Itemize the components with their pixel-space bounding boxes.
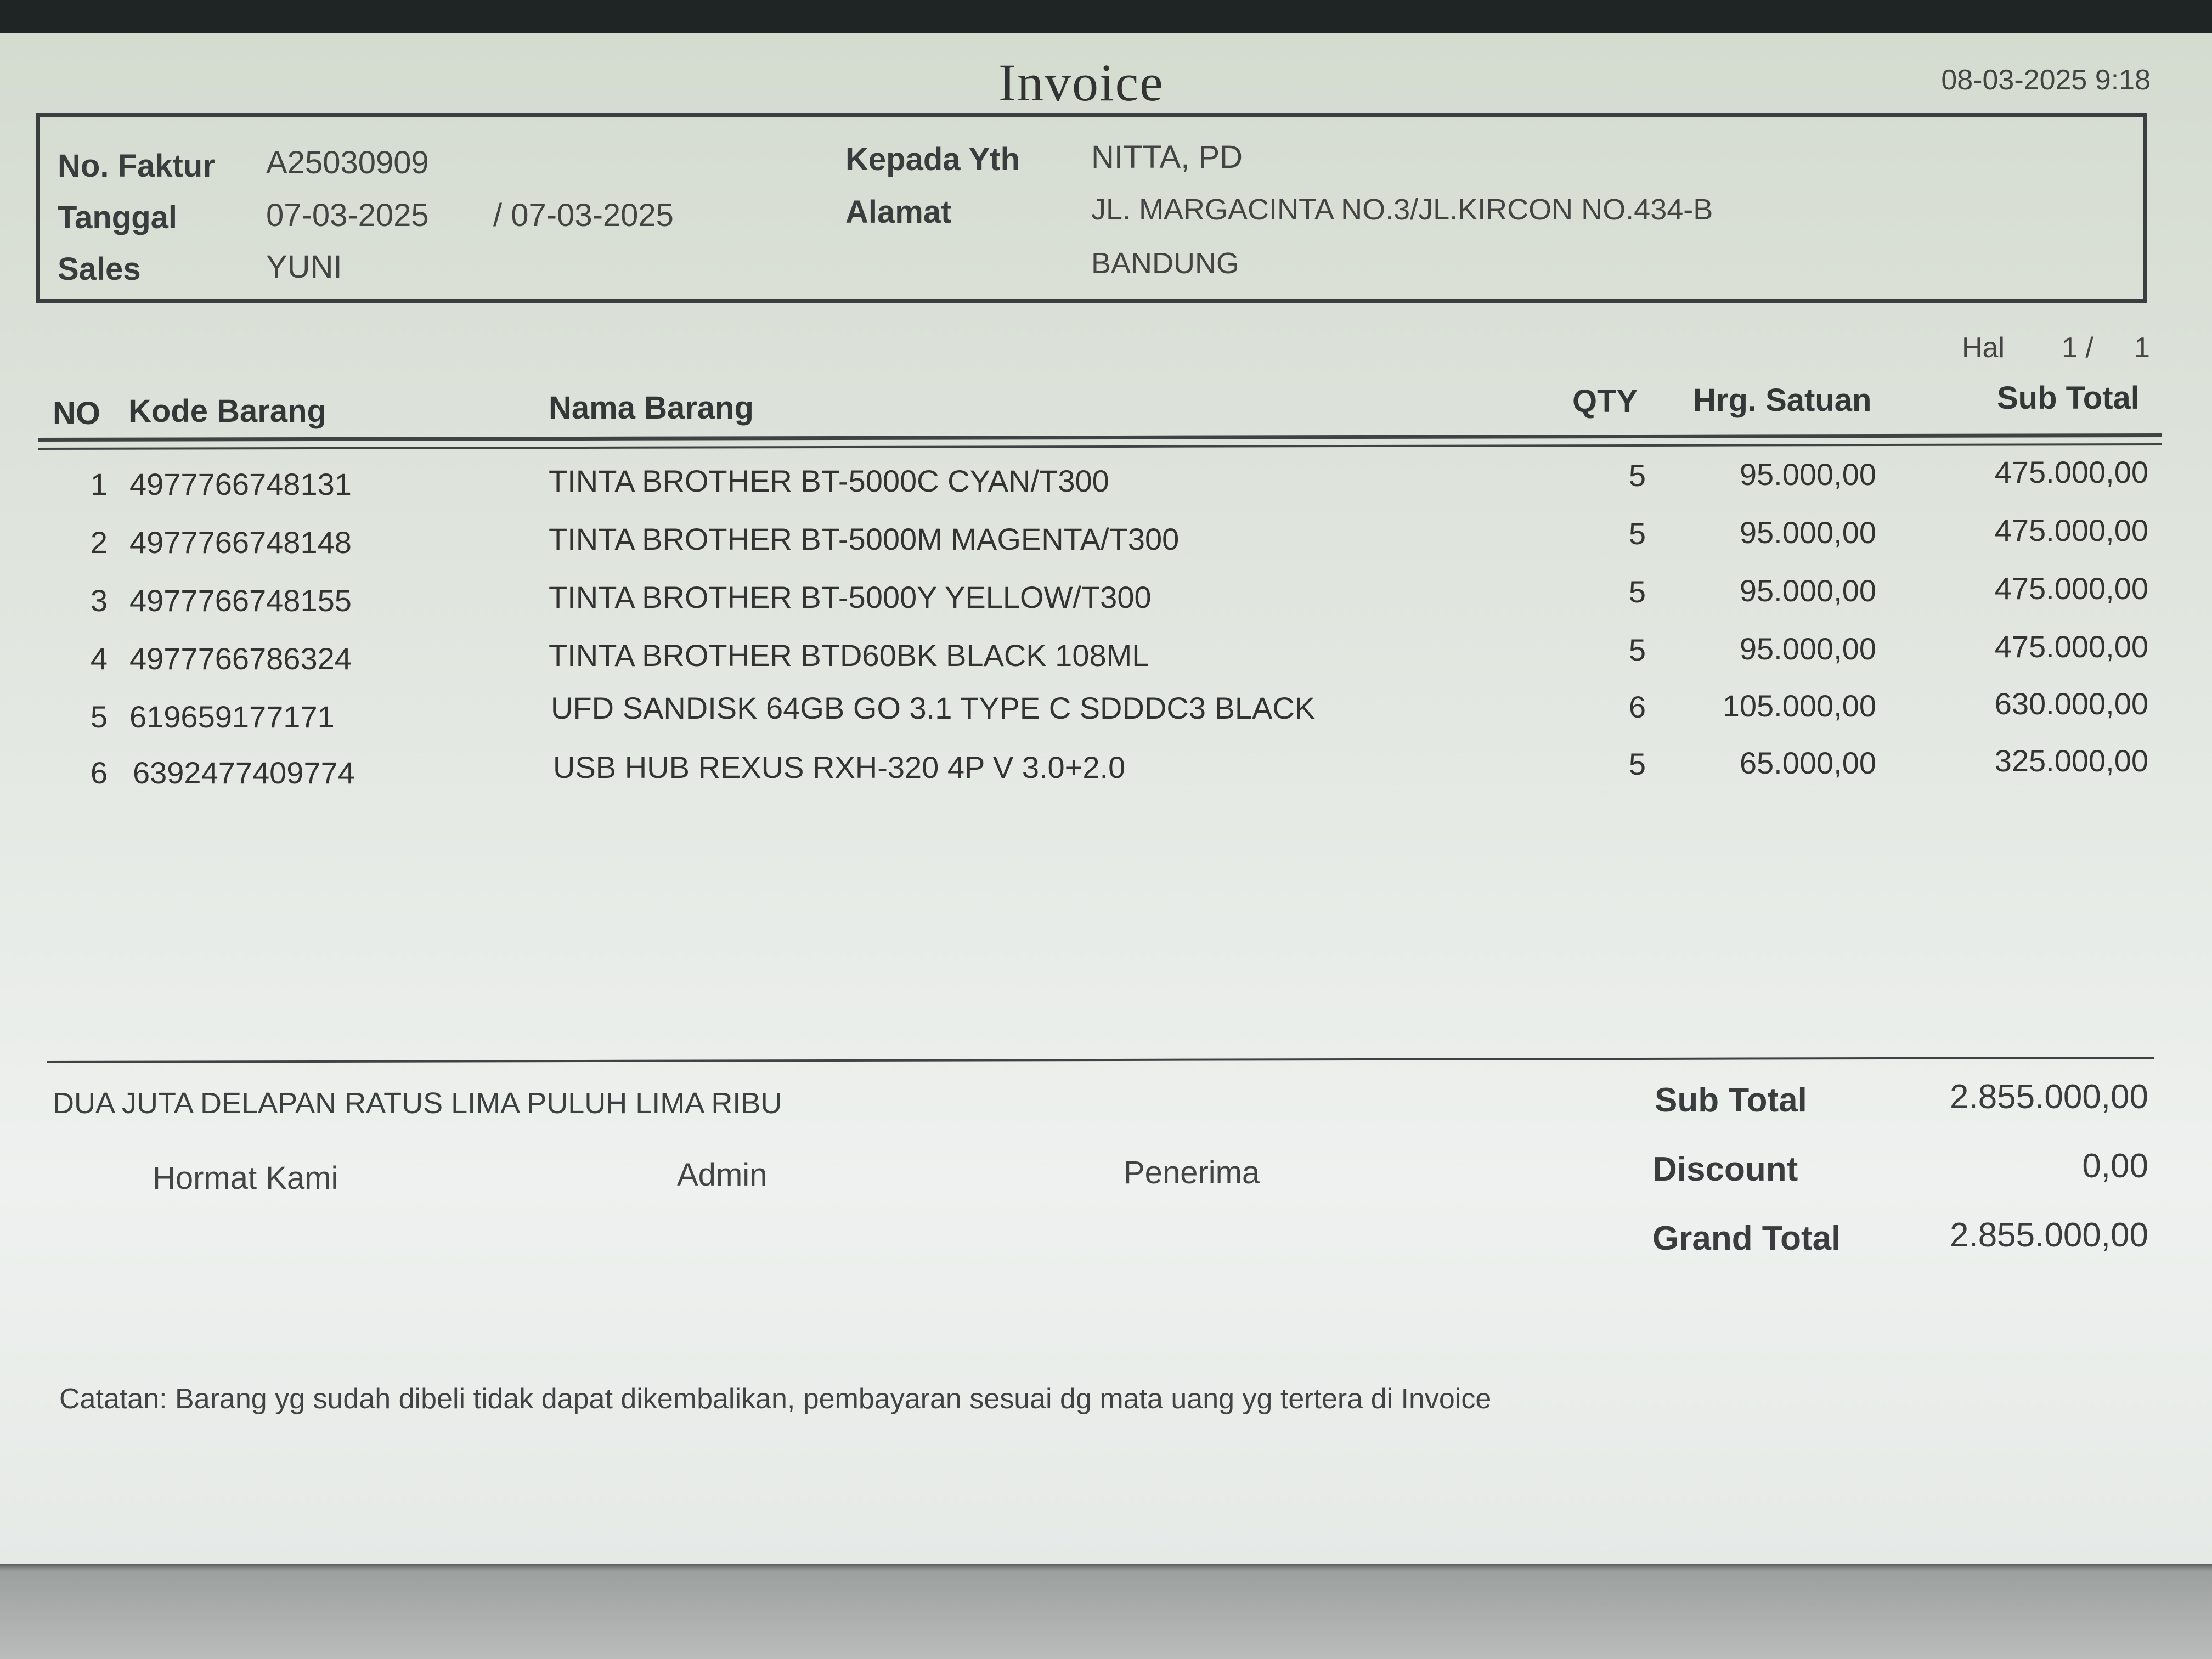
row-harga: 95.000,00: [1739, 573, 1876, 608]
row-harga: 95.000,00: [1739, 631, 1876, 666]
signature-admin: Admin: [677, 1157, 768, 1193]
alamat-line1: JL. MARGACINTA NO.3/JL.KIRCON NO.434-B: [1091, 193, 1713, 226]
row-no: 6: [90, 755, 108, 790]
row-kode: 4977766748155: [129, 583, 352, 618]
tanggal-jatuh-tempo-value: / 07-03-2025: [493, 198, 674, 233]
row-no: 3: [90, 583, 108, 618]
row-kode: 6392477409774: [133, 755, 355, 790]
screen-bottom-bezel: [0, 1564, 2212, 1659]
discount-value: 0,00: [2082, 1147, 2148, 1185]
catatan-note: Catatan: Barang yg sudah dibeli tidak dapat dikembalikan, pembayaran sesuai dg mata uang yg tertera di Invoice: [59, 1383, 1492, 1415]
row-kode: 4977766748148: [129, 525, 352, 560]
tanggal-value: 07-03-2025: [266, 198, 429, 233]
no-faktur-value: A25030909: [266, 145, 429, 180]
column-qty: QTY: [1572, 383, 1638, 419]
alamat-label: Alamat: [845, 194, 952, 230]
row-subtotal: 475.000,00: [1994, 513, 2148, 548]
row-qty: 5: [1628, 747, 1646, 781]
row-harga: 65.000,00: [1739, 746, 1876, 780]
page-current: 1 /: [2062, 332, 2094, 364]
column-no: NO: [53, 396, 100, 431]
row-no: 5: [90, 699, 108, 734]
column-kode-barang: Kode Barang: [128, 393, 326, 429]
row-nama: TINTA BROTHER BTD60BK BLACK 108ML: [549, 638, 1149, 673]
row-kode: 4977766786324: [129, 641, 352, 676]
row-harga: 95.000,00: [1739, 515, 1876, 550]
row-nama: TINTA BROTHER BT-5000M MAGENTA/T300: [549, 522, 1180, 556]
no-faktur-label: No. Faktur: [58, 148, 215, 184]
kepada-value: NITTA, PD: [1091, 139, 1243, 175]
printed-datetime: 08-03-2025 9:18: [1941, 64, 2151, 96]
row-kode: 619659177171: [129, 699, 335, 734]
page-total: 1: [2134, 332, 2150, 364]
invoice-window: [0, 33, 2212, 1564]
sales-label: Sales: [58, 251, 141, 287]
terbilang-text: DUA JUTA DELAPAN RATUS LIMA PULUH LIMA RIBU: [53, 1087, 782, 1120]
signature-hormat-kami: Hormat Kami: [153, 1160, 338, 1196]
row-subtotal: 630.000,00: [1994, 686, 2148, 721]
row-harga: 95.000,00: [1739, 457, 1876, 492]
row-qty: 5: [1628, 458, 1646, 493]
header-rule-bottom: [38, 443, 2162, 450]
row-qty: 5: [1628, 633, 1646, 667]
column-nama-barang: Nama Barang: [549, 390, 754, 426]
kepada-label: Kepada Yth: [845, 142, 1020, 177]
sales-value: YUNI: [266, 249, 342, 285]
row-no: 4: [90, 641, 108, 676]
invoice-title: Invoice: [998, 53, 1164, 112]
row-subtotal: 475.000,00: [1994, 455, 2148, 489]
alamat-line2: BANDUNG: [1091, 247, 1240, 280]
row-nama: USB HUB REXUS RXH-320 4P V 3.0+2.0: [553, 750, 1126, 785]
row-qty: 5: [1628, 516, 1646, 551]
row-nama: TINTA BROTHER BT-5000Y YELLOW/T300: [549, 580, 1152, 614]
row-kode: 4977766748131: [129, 467, 352, 501]
column-sub-total: Sub Total: [1997, 380, 2140, 416]
subtotal-value: 2.855.000,00: [1949, 1078, 2148, 1116]
page-label: Hal: [1962, 332, 2005, 364]
grand-total-value: 2.855.000,00: [1949, 1216, 2148, 1254]
column-harga-satuan: Hrg. Satuan: [1693, 382, 1872, 418]
grand-total-label: Grand Total: [1652, 1220, 1841, 1257]
screen-top-bezel: [0, 0, 2212, 33]
row-qty: 6: [1628, 690, 1646, 724]
discount-label: Discount: [1652, 1150, 1798, 1188]
row-nama: UFD SANDISK 64GB GO 3.1 TYPE C SDDDC3 BLACK: [551, 691, 1316, 725]
row-harga: 105.000,00: [1722, 689, 1876, 723]
subtotal-label: Sub Total: [1655, 1081, 1807, 1119]
row-subtotal: 325.000,00: [1994, 743, 2148, 778]
row-subtotal: 475.000,00: [1994, 571, 2148, 606]
header-rule-top: [38, 433, 2162, 442]
invoice-header-box: [36, 113, 2147, 303]
row-no: 1: [90, 467, 108, 501]
row-no: 2: [90, 525, 108, 560]
signature-penerima: Penerima: [1124, 1155, 1260, 1190]
tanggal-label: Tanggal: [58, 200, 178, 235]
row-qty: 5: [1628, 574, 1646, 609]
row-subtotal: 475.000,00: [1994, 629, 2148, 664]
table-bottom-rule: [47, 1057, 2154, 1063]
row-nama: TINTA BROTHER BT-5000C CYAN/T300: [549, 464, 1109, 498]
